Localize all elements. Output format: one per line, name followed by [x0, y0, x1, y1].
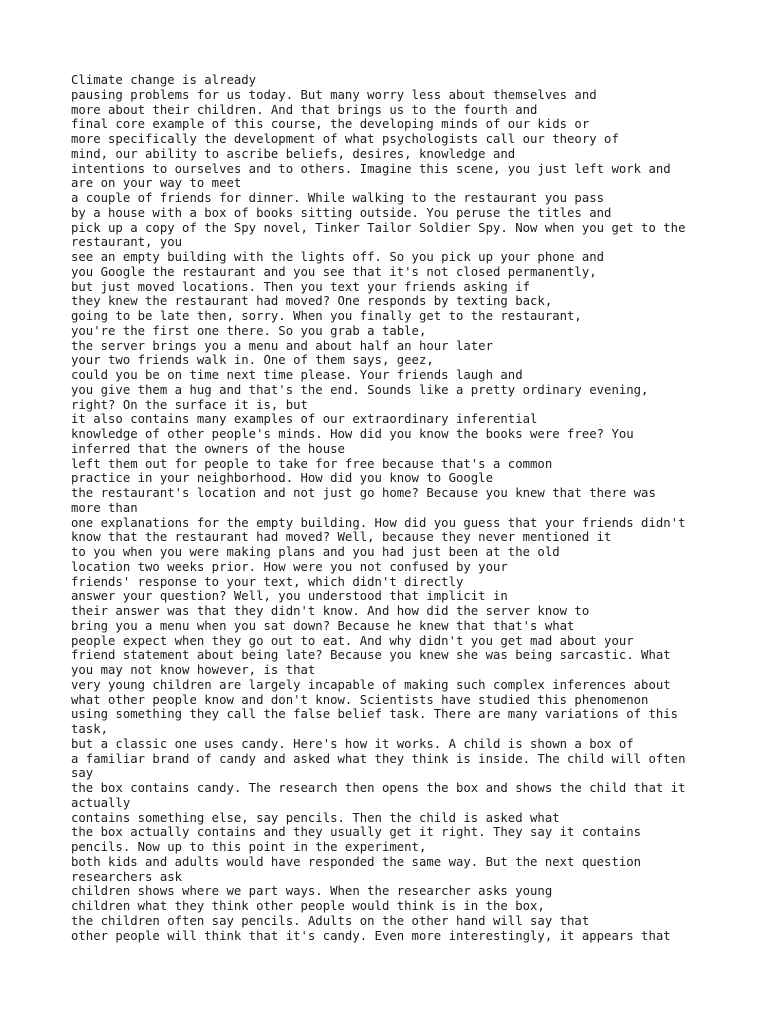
text-line: mind, our ability to ascribe beliefs, desires, knowledge and	[71, 146, 516, 161]
text-line: one explanations for the empty building. How did you guess that your friends didn't	[71, 515, 686, 530]
text-line: they knew the restaurant had moved? One responds by texting back,	[71, 294, 553, 309]
text-line: your two friends walk in. One of them says, geez,	[71, 353, 434, 368]
text-line: restaurant, you	[71, 235, 183, 250]
text-line: the server brings you a menu and about half an hour later	[71, 338, 493, 353]
text-line: more about their children. And that brings us to the fourth and	[71, 102, 538, 117]
text-line: contains something else, say pencils. Then the child is asked what	[71, 810, 560, 825]
text-line: a couple of friends for dinner. While walking to the restaurant you pass	[71, 191, 605, 205]
text-line: children shows where we part ways. When the researcher asks young	[71, 884, 553, 899]
text-line: practice in your neighborhood. How did you know to Google	[71, 471, 493, 486]
text-line: but just moved locations. Then you text your friends asking if	[71, 279, 531, 294]
text-line: answer your question? Well, you understood that implicit in	[71, 589, 508, 604]
text-line: are on your way to meet	[71, 176, 242, 191]
text-line: the box actually contains and they usually get it right. They say it contains	[71, 825, 642, 840]
text-line: pencils. Now up to this point in the experiment,	[71, 840, 427, 854]
text-line: using something they call the false belief task. There are many variations of this	[71, 707, 679, 722]
text-line: could you be on time next time please. Your friends laugh and	[71, 368, 523, 382]
text-line: task,	[71, 722, 109, 736]
text-line: both kids and adults would have responded the same way. But the next question	[71, 854, 642, 869]
text-line: very young children are largely incapable of making such complex inferences about	[71, 677, 671, 692]
transcript-text	[71, 73, 711, 943]
text-line: intentions to ourselves and to others. Imagine this scene, you just left work and	[71, 161, 671, 176]
text-line: knowledge of other people's minds. How did you know the books were free? You	[71, 427, 634, 441]
text-line: bring you a menu when you sat down? Because he knew that that's what	[71, 618, 575, 633]
text-line: more than	[71, 500, 138, 515]
text-line: friend statement about being late? Because you knew she was being sarcastic. What	[71, 648, 671, 663]
text-line: the children often say pencils. Adults on the other hand will say that	[71, 913, 590, 928]
text-line: children what they think other people would think is in the box,	[71, 899, 545, 913]
text-line: see an empty building with the lights off. So you pick up your phone and	[71, 250, 605, 264]
text-line: people expect when they go out to eat. And why didn't you get mad about your	[71, 633, 634, 648]
text-line: it also contains many examples of our extraordinary inferential	[71, 412, 538, 427]
text-line: researchers ask	[71, 869, 183, 884]
text-line: more specifically the development of what psychologists call our theory of	[71, 132, 619, 146]
text-line: you Google the restaurant and you see that it's not closed permanently,	[71, 264, 597, 279]
text-line: but a classic one uses candy. Here's how it works. A child is shown a box of	[71, 736, 634, 751]
text-line: left them out for people to take for free because that's a common	[71, 456, 553, 471]
text-line: location two weeks prior. How were you not confused by your	[71, 559, 508, 574]
text-line: what other people know and don't know. Scientists have studied this phenomenon	[71, 692, 649, 707]
text-line: friends' response to your text, which didn't directly	[71, 574, 464, 589]
text-line: you may not know however, is that	[71, 663, 316, 677]
text-line: pausing problems for us today. But many worry less about themselves and	[71, 87, 597, 102]
text-line: know that the restaurant had moved? Well, because they never mentioned it	[71, 530, 612, 545]
text-line: you give them a hug and that's the end. Sounds like a pretty ordinary evening,	[71, 382, 649, 397]
text-line: say	[71, 766, 94, 781]
text-line: you're the first one there. So you grab a table,	[71, 323, 427, 338]
text-line: inferred that the owners of the house	[71, 441, 345, 456]
text-line: the box contains candy. The research then opens the box and shows the child that it	[71, 781, 686, 795]
text-line: actually	[71, 795, 131, 810]
text-line: their answer was that they didn't know. And how did the server know to	[71, 604, 590, 618]
text-line: Climate change is already	[71, 73, 257, 87]
text-line: to you when you were making plans and you had just been at the old	[71, 545, 560, 559]
text-line: pick up a copy of the Spy novel, Tinker Tailor Soldier Spy. Now when you get to the	[71, 220, 686, 235]
text-line: going to be late then, sorry. When you finally get to the restaurant,	[71, 309, 582, 323]
text-line: the restaurant's location and not just go home? Because you knew that there was	[71, 486, 656, 500]
text-line: right? On the surface it is, but	[71, 397, 308, 412]
text-line: by a house with a box of books sitting outside. You peruse the titles and	[71, 205, 612, 220]
text-line: final core example of this course, the developing minds of our kids or	[71, 117, 590, 132]
text-line: other people will think that it's candy. Even more interestingly, it appears that	[71, 928, 671, 943]
text-line: a familiar brand of candy and asked what they think is inside. The child will often	[71, 751, 686, 766]
